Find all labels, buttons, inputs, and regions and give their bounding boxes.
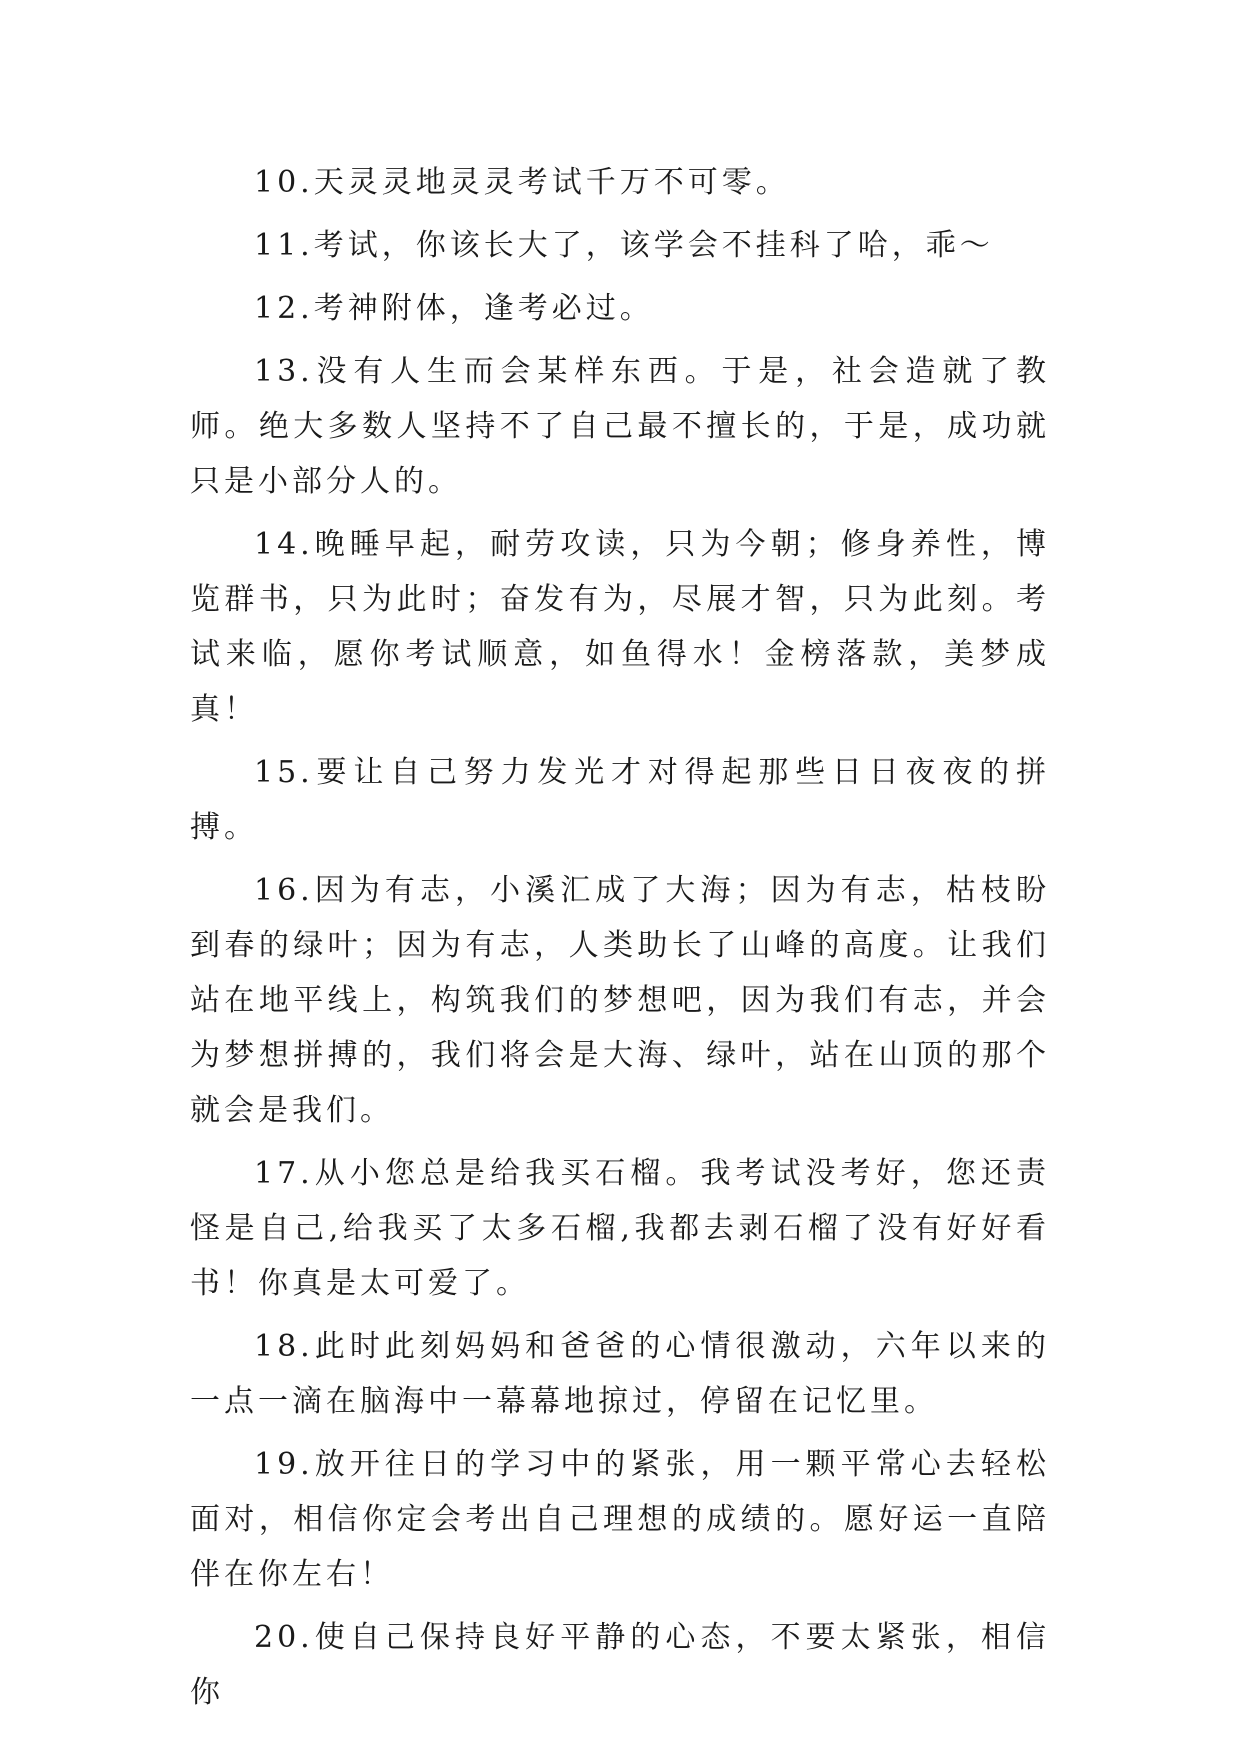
paragraph-19: 19.放开往日的学习中的紧张，用一颗平常心去轻松面对，相信你定会考出自己理想的成绩的。愿好运一直陪伴在你左右！: [190, 1447, 1050, 1592]
paragraph-10: 10.天灵灵地灵灵考试千万不可零。: [254, 165, 790, 200]
paragraph-13: 13.没有人生而会某样东西。于是，社会造就了教师。绝大多数人坚持不了自己最不擅长的，于是，成功就只是小部分人的。: [190, 354, 1050, 499]
paragraph-16: 16.因为有志，小溪汇成了大海；因为有志，枯枝盼到春的绿叶；因为有志，人类助长了山峰的高度。让我们站在地平线上，构筑我们的梦想吧，因为我们有志，并会为梦想拼搏的，我们将会是大海、绿叶，站在山顶的那个就会是我们。: [190, 873, 1050, 1128]
paragraph-17: 17.从小您总是给我买石榴。我考试没考好，您还责怪是自己,给我买了太多石榴,我都去剥石榴了没有好好看书！你真是太可爱了。: [190, 1156, 1050, 1301]
paragraph-20: 20.使自己保持良好平静的心态，不要太紧张，相信你: [190, 1620, 1050, 1710]
paragraph-18: 18.此时此刻妈妈和爸爸的心情很激动，六年以来的一点一滴在脑海中一幕幕地掠过，停留在记忆里。: [190, 1329, 1050, 1419]
paragraph-12: 12.考神附体，逢考必过。: [254, 291, 654, 326]
document-body: [190, 155, 1050, 1728]
paragraph-11: 11.考试，你该长大了，该学会不挂科了哈，乖～: [254, 228, 994, 263]
paragraph-14: 14.晚睡早起，耐劳攻读，只为今朝；修身养性，博览群书，只为此时；奋发有为，尽展才智，只为此刻。考试来临，愿你考试顺意，如鱼得水！金榜落款，美梦成真！: [190, 527, 1050, 727]
paragraph-15: 15.要让自己努力发光才对得起那些日日夜夜的拼搏。: [190, 755, 1050, 845]
